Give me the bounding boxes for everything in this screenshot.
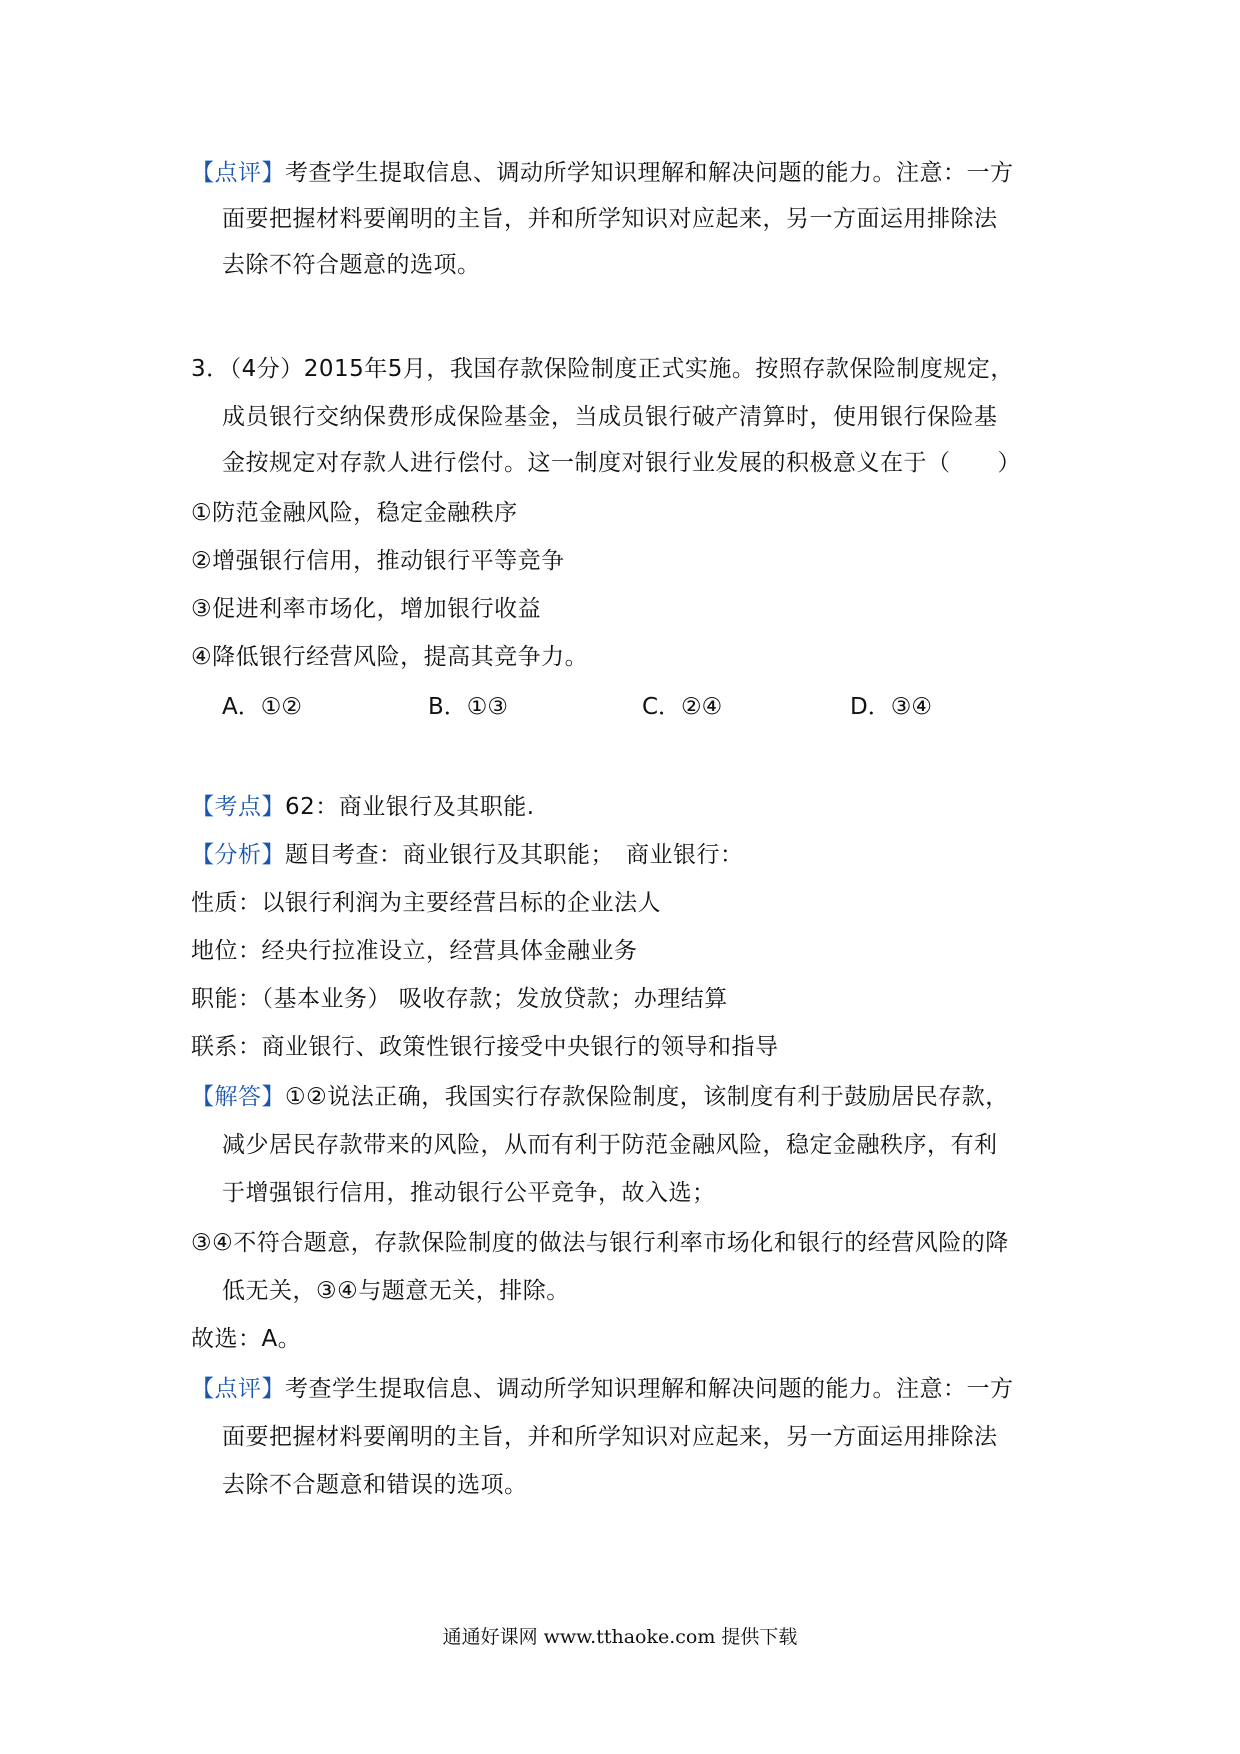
kaodian-text: 62：商业银行及其职能. (285, 794, 535, 820)
comment2-line-2: 面要把握材料要阐明的主旨，并和所学知识对应起来，另一方面运用排除法 (222, 1424, 998, 1450)
jieda-line-2: 减少居民存款带来的风险，从而有利于防范金融风险，稳定金融秩序，有利 (222, 1132, 998, 1158)
comment-tag: 【点评】 (191, 160, 285, 186)
option-b: B．①③ (428, 694, 509, 720)
jieda-text: ①②说法正确，我国实行存款保险制度，该制度有利于鼓励居民存款， (285, 1084, 1009, 1110)
comment-line-3: 去除不符合题意的选项。 (222, 252, 481, 278)
kaodian-line (191, 792, 535, 822)
fenxi-status: 地位：经央行拉准设立，经营具体金融业务 (191, 938, 638, 964)
jieda-answer: 故选：A。 (191, 1326, 302, 1352)
question-stem-line-2: 成员银行交纳保费形成保险基金，当成员银行破产清算时，使用银行保险基 (222, 404, 998, 430)
statement-4: ④降低银行经营风险，提高其竞争力。 (191, 644, 589, 670)
option-c: C．②④ (642, 694, 723, 720)
question-stem-line-1: 3．（4分）2015年5月，我国存款保险制度正式实施。按照存款保险制度规定， (191, 356, 1014, 382)
fenxi-nature: 性质：以银行利润为主要经营吕标的企业法人 (191, 890, 661, 916)
comment2-line-3: 去除不合题意和错误的选项。 (222, 1472, 528, 1498)
fenxi-tag: 【分析】 (191, 842, 285, 868)
jieda-tag: 【解答】 (191, 1084, 285, 1110)
comment2-tag: 【点评】 (191, 1376, 285, 1402)
comment-text: 考查学生提取信息、调动所学知识理解和解决问题的能力。注意：一方 (285, 160, 1014, 186)
jieda-line-4: ③④不符合题意，存款保险制度的做法与银行利率市场化和银行的经营风险的降 (191, 1230, 1009, 1256)
statement-3: ③促进利率市场化，增加银行收益 (191, 596, 542, 622)
statement-2: ②增强银行信用，推动银行平等竞争 (191, 548, 565, 574)
comment2-line-1 (191, 1374, 1014, 1404)
statement-1: ①防范金融风险，稳定金融秩序 (191, 500, 518, 526)
jieda-line-1 (191, 1082, 1009, 1112)
fenxi-line (191, 840, 744, 870)
fenxi-relation: 联系：商业银行、政策性银行接受中央银行的领导和指导 (191, 1034, 779, 1060)
comment2-text: 考查学生提取信息、调动所学知识理解和解决问题的能力。注意：一方 (285, 1376, 1014, 1402)
kaodian-tag: 【考点】 (191, 794, 285, 820)
question-stem-line-3: 金按规定对存款人进行偿付。这一制度对银行业发展的积极意义在于（ ） (222, 450, 1021, 476)
page-footer: 通通好课网 www.tthaoke.com 提供下载 (442, 1626, 798, 1648)
fenxi-function: 职能：（基本业务） 吸收存款；发放贷款；办理结算 (191, 986, 728, 1012)
jieda-line-3: 于增强银行信用，推动银行公平竞争，故入选； (222, 1180, 716, 1206)
option-a: A．①② (222, 694, 302, 720)
comment-line-1 (191, 158, 1014, 188)
jieda-line-5: 低无关，③④与题意无关，排除。 (222, 1278, 570, 1304)
comment-line-2: 面要把握材料要阐明的主旨，并和所学知识对应起来，另一方面运用排除法 (222, 206, 998, 232)
fenxi-text: 题目考查：商业银行及其职能； 商业银行： (285, 842, 744, 868)
option-d: D．③④ (850, 694, 932, 720)
